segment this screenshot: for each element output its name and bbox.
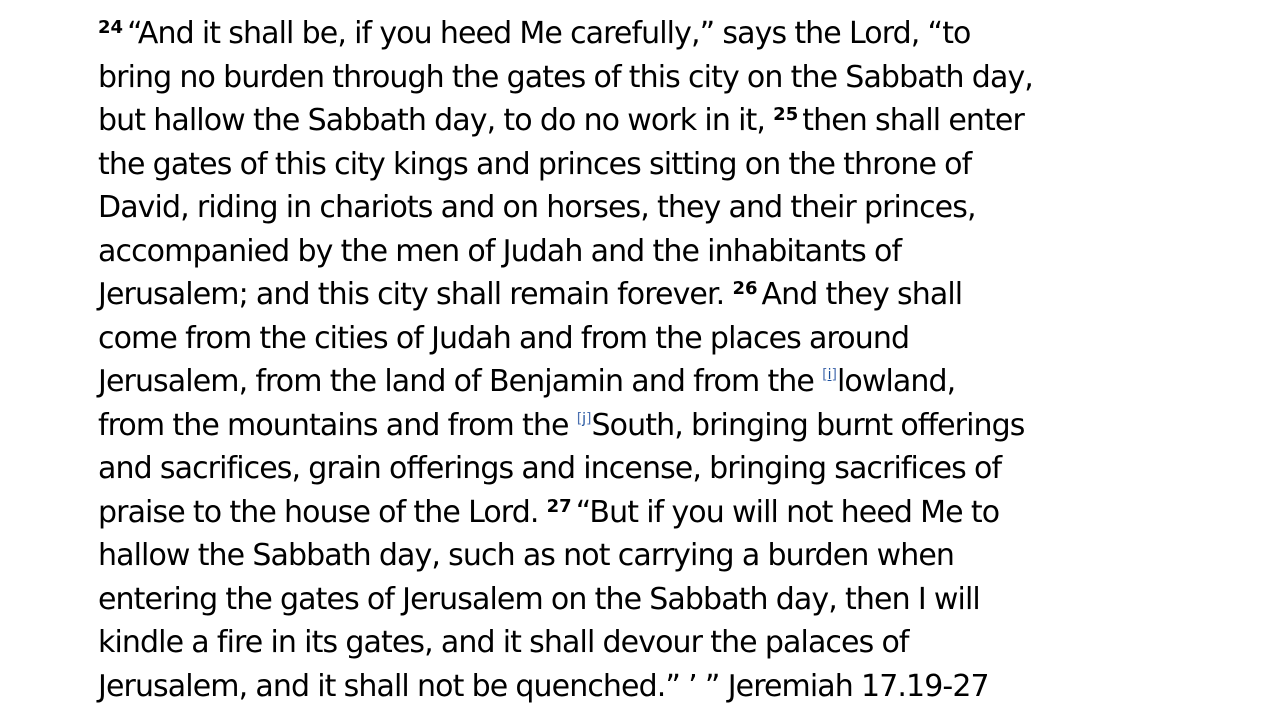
- passage-line: [98, 360, 1218, 404]
- footnote-link[interactable]: [j]: [576, 410, 592, 427]
- verse-number: 25: [773, 104, 799, 125]
- verse-text: but hallow the Sabbath day, to do no work in it,: [98, 103, 774, 138]
- passage-line: and sacrifices, grain offerings and incense, bringing sacrifices of: [98, 451, 1002, 486]
- verse-text: “But if you will not heed Me to: [575, 494, 1000, 530]
- scripture-reference: Jeremiah 17.19-27: [727, 668, 989, 704]
- passage-line: accompanied by the men of Judah and the inhabitants of: [98, 233, 902, 269]
- verse-text: “And it shall be, if you heed Me carefully,” says the Lord, “to: [127, 16, 971, 51]
- verse-text: And they shall: [761, 277, 963, 312]
- passage-line: entering the gates of Jerusalem on the Sabbath day, then I will: [98, 581, 980, 617]
- passage-line: [98, 273, 1218, 317]
- passage-line: [98, 491, 1218, 535]
- passage-line: bring no burden through the gates of this city on the Sabbath day,: [98, 59, 1033, 95]
- passage-line: come from the cities of Judah and from the places around: [98, 320, 910, 356]
- passage-line: [98, 99, 1218, 143]
- verse-number: 24: [98, 17, 124, 38]
- verse-number: 27: [546, 495, 572, 517]
- footnote-link[interactable]: [i]: [822, 367, 837, 383]
- passage-line: the gates of this city kings and princes sitting on the throne of: [98, 146, 972, 182]
- scripture-passage: [98, 12, 1218, 708]
- passage-line: [98, 665, 1218, 709]
- verse-text: Jerusalem, from the land of Benjamin and from the: [98, 364, 823, 399]
- verse-text: then shall enter: [802, 103, 1024, 138]
- passage-line: [98, 12, 1218, 56]
- verse-text: from the mountains and from the: [98, 407, 577, 443]
- verse-text: praise to the house of the Lord.: [98, 494, 547, 530]
- verse-text: lowland,: [836, 364, 956, 399]
- verse-number: 26: [732, 278, 758, 299]
- verse-text: South, bringing burnt offerings: [591, 407, 1025, 443]
- verse-text: Jerusalem, and it shall not be quenched.” ’ ”: [98, 668, 728, 704]
- passage-line: David, riding in chariots and on horses, they and their princes,: [98, 190, 976, 225]
- passage-line: hallow the Sabbath day, such as not carrying a burden when: [98, 538, 954, 573]
- verse-text: Jerusalem; and this city shall remain forever.: [98, 277, 733, 312]
- passage-line: kindle a fire in its gates, and it shall devour the palaces of: [98, 625, 909, 660]
- passage-line: [98, 404, 1218, 448]
